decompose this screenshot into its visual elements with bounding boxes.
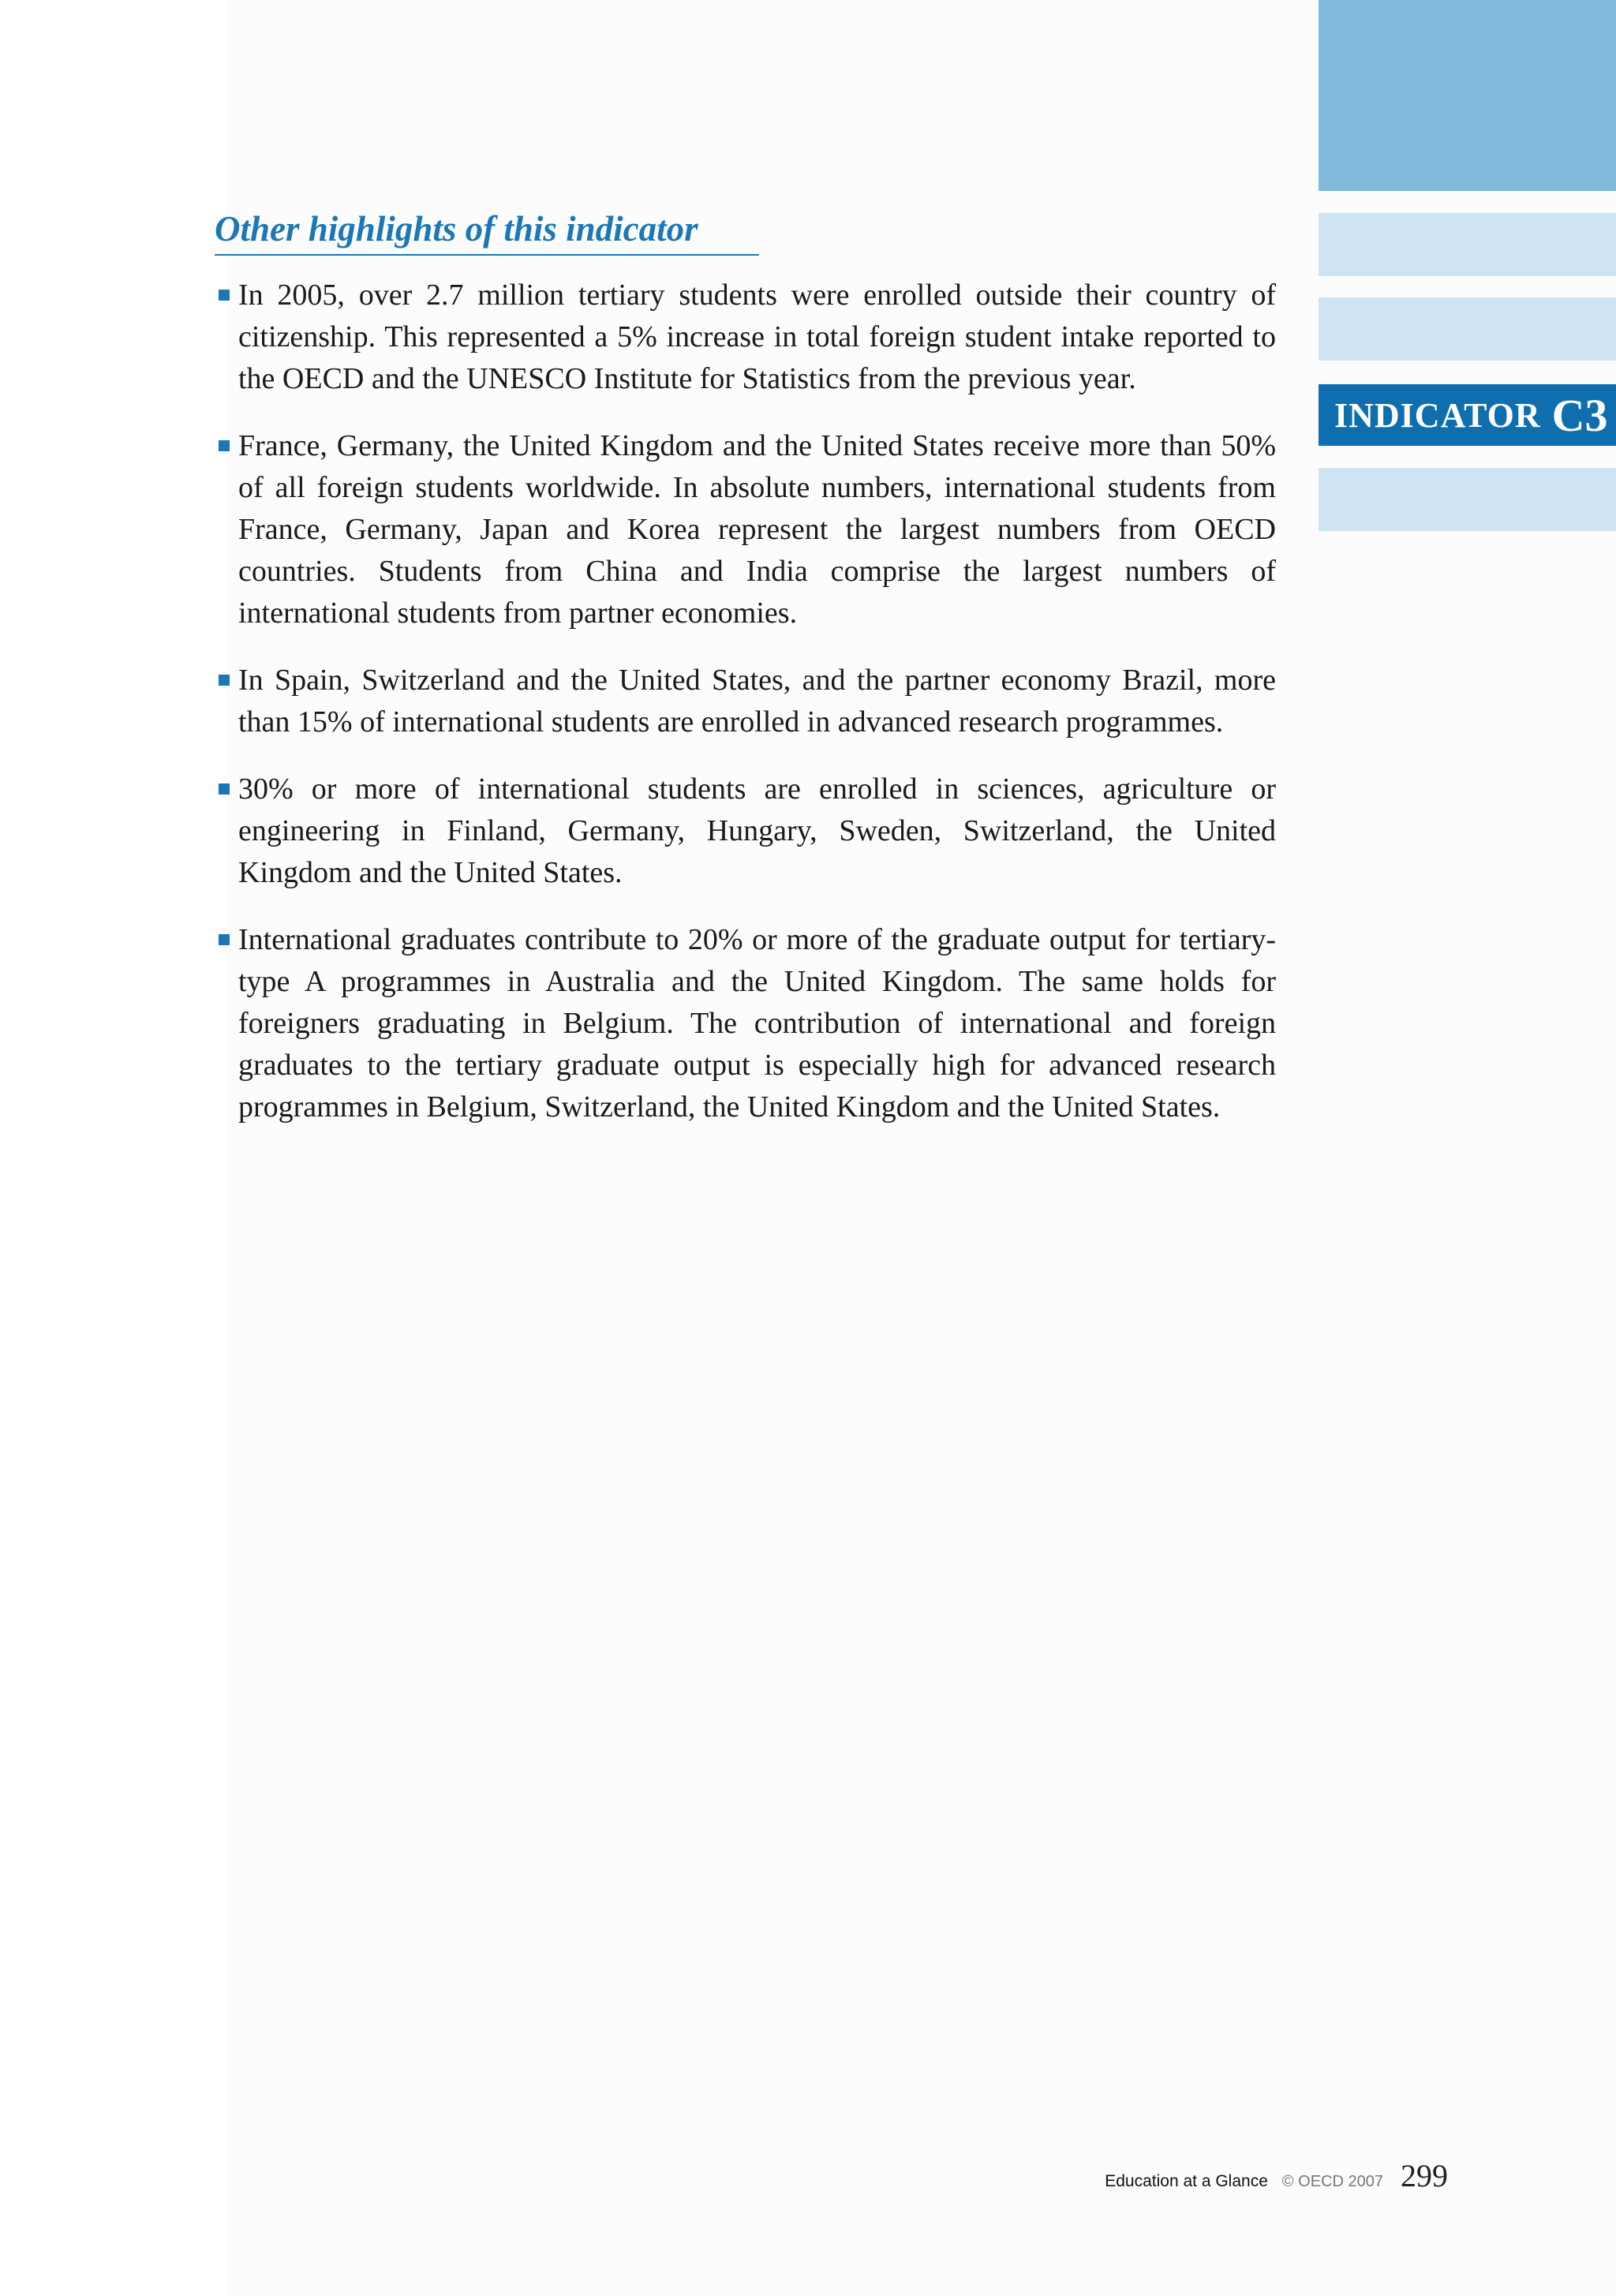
- list-item-text: International graduates contribute to 20% or more of the graduate output for tertiary-type A programmes in Australia and the United Kingdom. The same holds for foreigners graduating in Belgium. The contribution of international and foreign graduates to the tertiary graduate output is especially high for advanced research programmes in Belgium, Switzerland, the United Kingdom and the United States.: [238, 923, 1276, 1124]
- indicator-label: INDICATOR: [1334, 395, 1541, 435]
- list-item-text: France, Germany, the United Kingdom and the United States receive more than 50% of all foreign students worldwide. In absolute numbers, international students from France, Germany, Japan and Korea represent the largest numbers from OECD countries. Students from China and India comprise the largest numbers of international students from partner economies.: [238, 429, 1276, 630]
- square-bullet-icon: [219, 934, 230, 945]
- indicator-code: C3: [1551, 389, 1608, 441]
- page-footer: [1081, 2157, 1448, 2194]
- list-item: [215, 660, 1276, 743]
- side-tab-block: [1319, 297, 1616, 361]
- side-tab-top-block: [1319, 0, 1616, 191]
- section-heading: Other highlights of this indicator: [215, 207, 759, 256]
- list-item-text: In 2005, over 2.7 million tertiary students were enrolled outside their country of citizenship. This represented a 5% increase in total foreign student intake reported to the OECD and the UNESCO Institute for Statistics from the previous year.: [238, 279, 1276, 395]
- list-item-text: 30% or more of international students are enrolled in sciences, agriculture or engineering in Finland, Germany, Hungary, Sweden, Switzerland, the United Kingdom and the United States.: [238, 772, 1276, 889]
- square-bullet-icon: [219, 675, 230, 686]
- list-item: [215, 425, 1276, 634]
- indicator-tab: [1319, 384, 1616, 446]
- page-number: 299: [1401, 2158, 1448, 2193]
- copyright-notice: © OECD 2007: [1281, 2173, 1383, 2190]
- publication-title: Education at a Glance: [1105, 2172, 1268, 2190]
- list-item-text: In Spain, Switzerland and the United States, and the partner economy Brazil, more than 15% of international students are enrolled in advanced research programmes.: [238, 664, 1276, 739]
- list-item: [215, 768, 1276, 894]
- square-bullet-icon: [219, 783, 230, 795]
- highlights-list: [215, 275, 1276, 1154]
- side-tab-block: [1319, 213, 1616, 276]
- square-bullet-icon: [219, 440, 230, 451]
- list-item: [215, 275, 1276, 400]
- list-item: [215, 919, 1276, 1128]
- square-bullet-icon: [219, 290, 230, 301]
- side-tab-block: [1319, 468, 1616, 531]
